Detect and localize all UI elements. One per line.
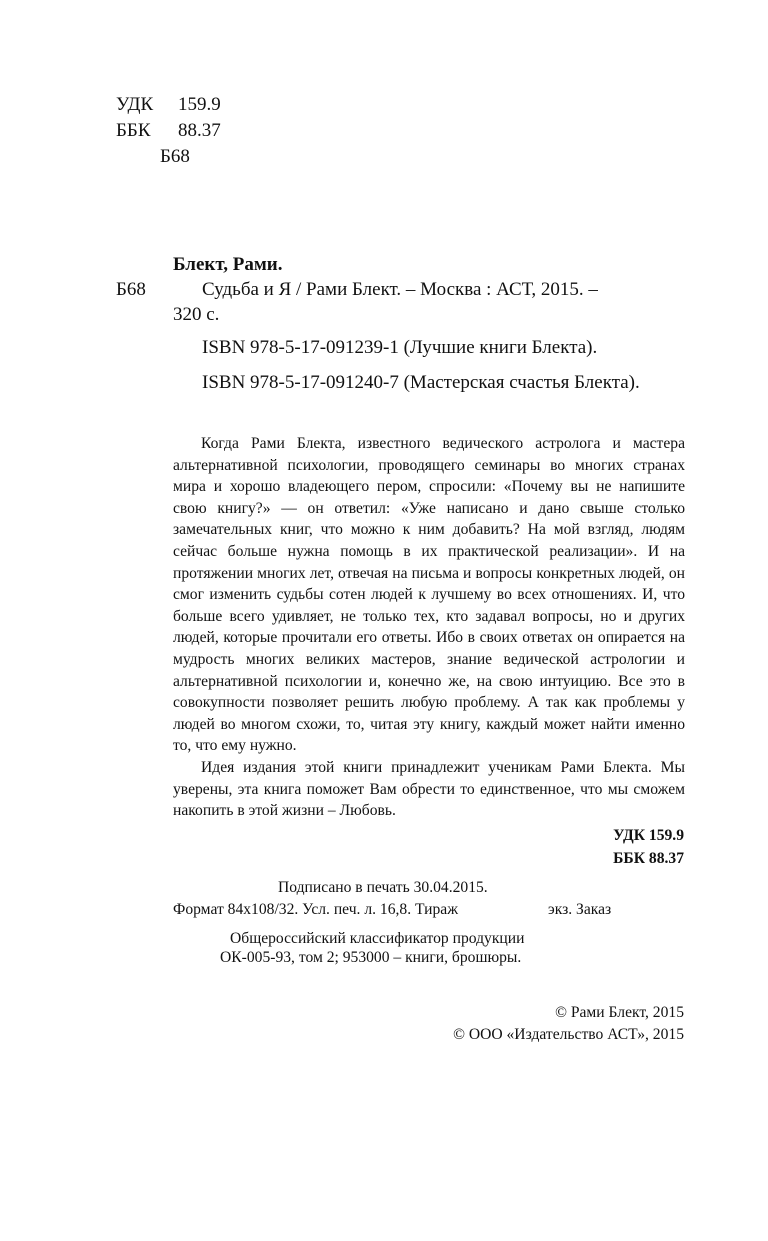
copyright-publisher: © ООО «Издательство АСТ», 2015 [453, 1026, 684, 1043]
copyright-author: © Рами Блект, 2015 [555, 1004, 684, 1021]
page-count: 320 с. [173, 304, 220, 325]
author-sign-top: Б68 [160, 146, 190, 167]
annotation-paragraph-2: Идея издания этой книги принадлежит ученикам Рами Блекта. Мы уверены, эта книга поможет Вам обрести то единственное, что мы сможем накопить в этой жизни – Любовь. [173, 758, 685, 820]
isbn-2: ISBN 978-5-17-091240-7 (Мастерская счастья Блекта). [202, 372, 640, 393]
author-sign: Б68 [116, 279, 146, 300]
isbn-1: ISBN 978-5-17-091239-1 (Лучшие книги Блекта). [202, 337, 598, 358]
annotation-paragraph-1: Когда Рами Блекта, известного ведического астролога и мастера альтернативной психологии, проводящего семинары во многих странах мира и хорошо владеющего пером, спросили: «Почему вы не напишите свою книгу?» — он ответил: «Уже написано и дано свыше столько замечательных книг, что можно к ним добавить? На мой взгляд, людям сейчас больше нужна помощь в их практической реализации». И на протяжении многих лет, отвечая на письма и вопросы конкретных людей, он смог изменить судьбы сотен людей к лучшему во всех отношениях. И, что больше всего удивляет, не только тех, кто задавал вопросы, но и других людей, которые прочитали его ответы. Ибо в своих ответах он опирается на мудрость многих великих мастеров, знание ведической астрологии и альтернативной психологии и, конечно же, на свою интуицию. Все это в совокупности позволяет решить любую проблему. А так как проблемы у людей во многом схожи, то, читая эту книгу, каждый может найти именно то, что ему нужно. [173, 435, 685, 755]
author-heading: Блект, Рами. [173, 254, 283, 275]
udk-line [116, 92, 221, 118]
order-line: экз. Заказ [548, 901, 612, 918]
bbk-label: ББК [116, 120, 151, 141]
format-line: Формат 84х108/32. Усл. печ. л. 16,8. Тираж [173, 901, 458, 918]
udk-label: УДК [116, 94, 154, 115]
bbk-value: 88.37 [178, 120, 221, 141]
annotation [173, 433, 685, 822]
bbk-line [116, 118, 221, 144]
bbk-bottom: ББК 88.37 [613, 850, 684, 867]
udk-bottom: УДК 159.9 [613, 827, 684, 844]
title-line: Судьба и Я / Рами Блект. – Москва : АСТ, 2015. – [202, 279, 598, 300]
classifier-line-1: Общероссийский классификатор продукции [230, 930, 525, 947]
classifier-line-2: ОК-005-93, том 2; 953000 – книги, брошюры. [220, 949, 522, 966]
udk-value: 159.9 [178, 94, 221, 115]
signed-to-print: Подписано в печать 30.04.2015. [278, 879, 488, 896]
